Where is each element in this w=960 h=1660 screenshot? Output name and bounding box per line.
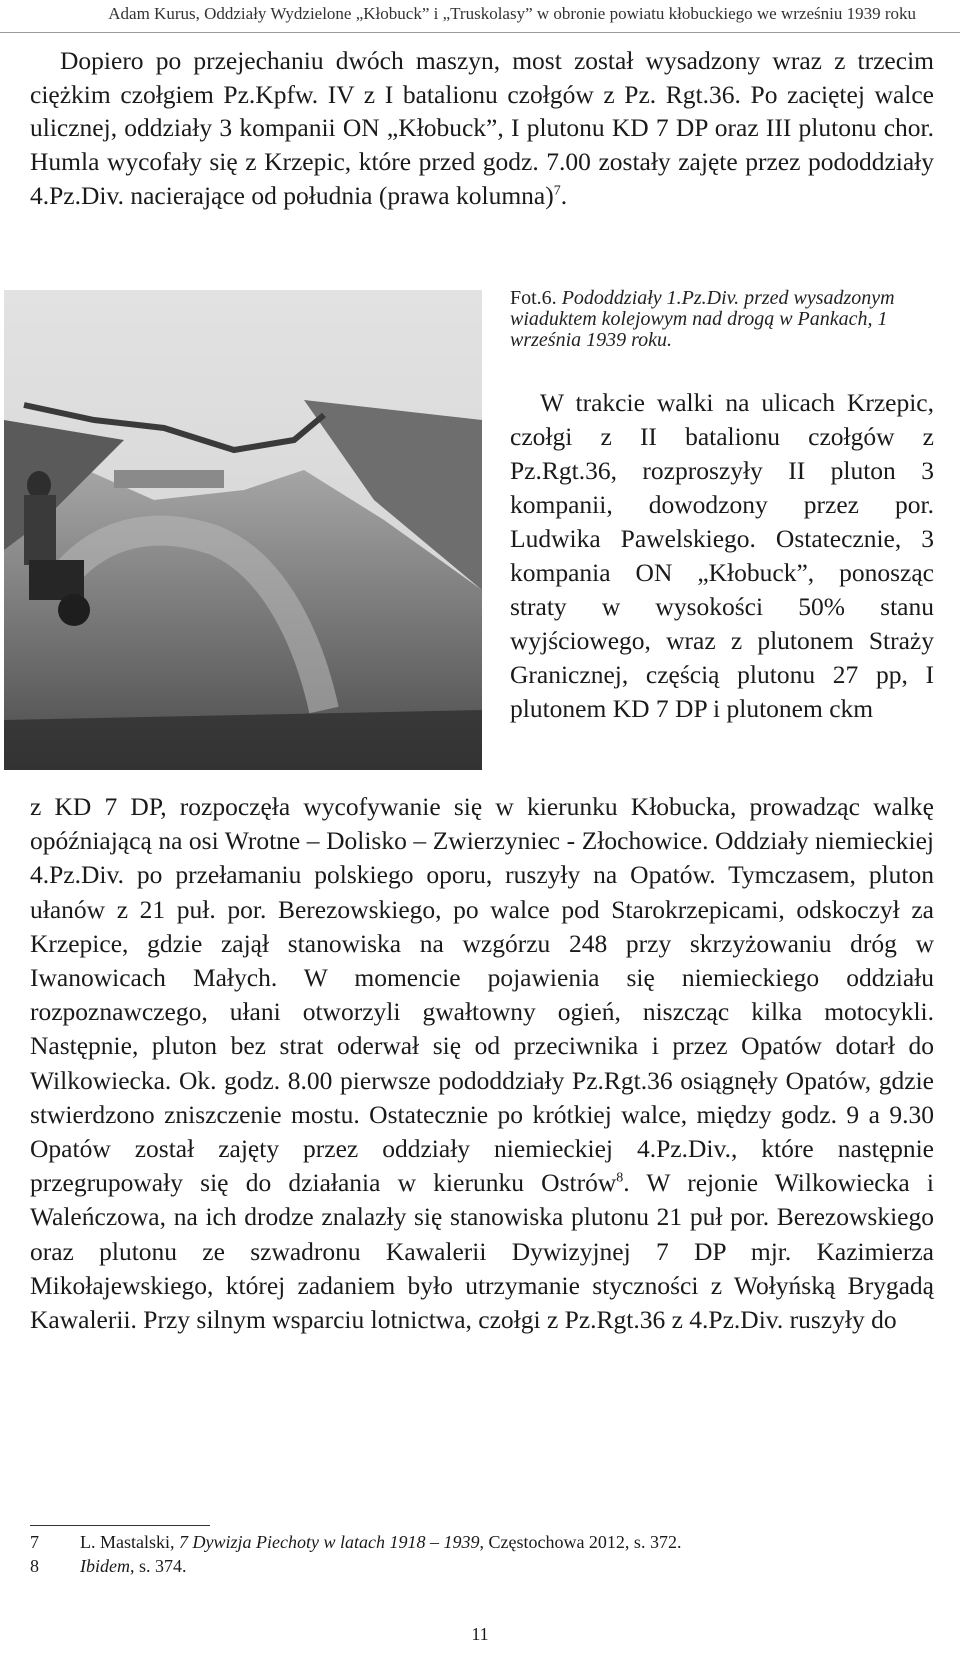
footnotes: [30, 1530, 930, 1578]
footnote-title: Ibidem: [80, 1556, 130, 1576]
paragraph-1-end: .: [560, 180, 568, 210]
footnote-source: , Częstochowa 2012, s. 372.: [479, 1532, 682, 1552]
figure-label: Fot.6.: [510, 287, 557, 309]
footnote-text: [80, 1530, 681, 1554]
footnote-ref-8[interactable]: 8: [616, 1170, 624, 1186]
foreground-vehicle: [4, 710, 482, 770]
paragraph-2-text-c: . W rejonie Wilkowiecka i Waleńczowa, na ich drodze znalazły się stanowiska plutonu 21 puł por. Berezowskiego oraz plutonu ze szwadronu Kawalerii Dywizyjnej 7 DP mjr. Kazimierza Mikołajewskiego, której zadaniem było utrzymanie styczności z Wołyńską Brygadą Kawalerii. Przy silnym wsparciu lotnictwa, czołgi z Pz.Rgt.36 z 4.Pz.Div. ruszyły do: [30, 1168, 934, 1335]
bridge-span: [114, 470, 224, 488]
paragraph-1: [30, 44, 934, 213]
paragraph-2-continuation: [30, 790, 934, 1337]
running-header: [30, 4, 916, 24]
footnote-7: [30, 1530, 930, 1554]
footnote-rule: [30, 1525, 210, 1526]
paragraph-2-wrap: [510, 386, 934, 726]
page-number: 11: [471, 1624, 489, 1644]
footnote-source: , s. 374.: [129, 1556, 187, 1576]
footnote-8: [30, 1554, 930, 1578]
figure-photo: [4, 290, 482, 770]
paragraph-1-text: Dopiero po przejechaniu dwóch maszyn, most został wysadzony wraz z trzecim ciężkim czołgiem Pz.Kpfw. IV z I batalionu czołgów z Pz. Rgt.36. Po zaciętej walce ulicznej, oddziały 3 kompanii ON „Kłobuck”, I plutonu KD 7 DP oraz III plutonu chor. Humla wycofały się z Krzepic, które przed godz. 7.00 zostały zajęte przez pododdziały 4.Pz.Div. nacierające od południa (prawa kolumna): [30, 46, 934, 210]
figure-caption-text: Pododdziały 1.Pz.Div. przed wysadzonym wiaduktem kolejowym nad drogą w Pankach, 1 września 1939 roku.: [510, 287, 895, 351]
header-rule: [0, 32, 960, 33]
running-title: Adam Kurus, Oddziały Wydzielone „Kłobuck” i „Truskolasy” w obronie powiatu kłobuckiego we wrześniu 1939 roku: [108, 4, 916, 23]
footnote-title: 7 Dywizja Piechoty w latach 1918 – 1939: [179, 1532, 480, 1552]
footnote-number: 7: [30, 1532, 39, 1552]
viaduct-photo-illustration: [4, 290, 482, 770]
figure-caption: [510, 288, 934, 351]
footnote-number: 8: [30, 1556, 39, 1576]
footnote-text: [80, 1554, 187, 1578]
footnote-author: L. Mastalski,: [80, 1532, 179, 1552]
footnote-ref-7[interactable]: 7: [553, 183, 561, 199]
paragraph-2-text-b: z KD 7 DP, rozpoczęła wycofywanie się w kierunku Kłobucka, prowadząc walkę opóźniającą na osi Wrotne – Dolisko – Zwierzyniec - Złochowice. Oddziały niemieckiej 4.Pz.Div. po przełamaniu polskiego oporu, ruszyły na Opatów. Tymczasem, pluton ułanów z 21 puł. por. Berezowskiego, po walce pod Starokrzepicami, odskoczył za Krzepice, gdzie zajął stanowiska na wzgórzu 248 przy skrzyżowaniu dróg w Iwanowicach Małych. W momencie pojawienia się niemieckiego oddziału rozpoznawczego, ułani otworzyli gwałtowny ogień, niszcząc kilka motocykli. Następnie, pluton bez strat oderwał się od przeciwnika i przez Opatów dotarł do Wilkowiecka. Ok. godz. 8.00 pierwsze pododdziały Pz.Rgt.36 osiągnęły Opatów, gdzie stwierdzono zniszczenie mostu. Ostatecznie po krótkiej walce, między godz. 9 a 9.30 Opatów został zajęty przez oddziały niemieckiej 4.Pz.Div., które następnie przegrupowały się do działania w kierunku Ostrów: [30, 792, 934, 1198]
paragraph-2-text-a: W trakcie walki na ulicach Krzepic, czołgi z II batalionu czołgów z Pz.Rgt.36, rozproszyły II pluton 3 kompanii, dowodzony przez por. Ludwika Pawelskiego. Ostatecznie, 3 kompania ON „Kłobuck”, ponosząc straty w wysokości 50% stanu wyjściowego, wraz z plutonem Straży Granicznej, częścią plutonu 27 pp, I plutonem KD 7 DP i plutonem ckm: [510, 388, 934, 723]
